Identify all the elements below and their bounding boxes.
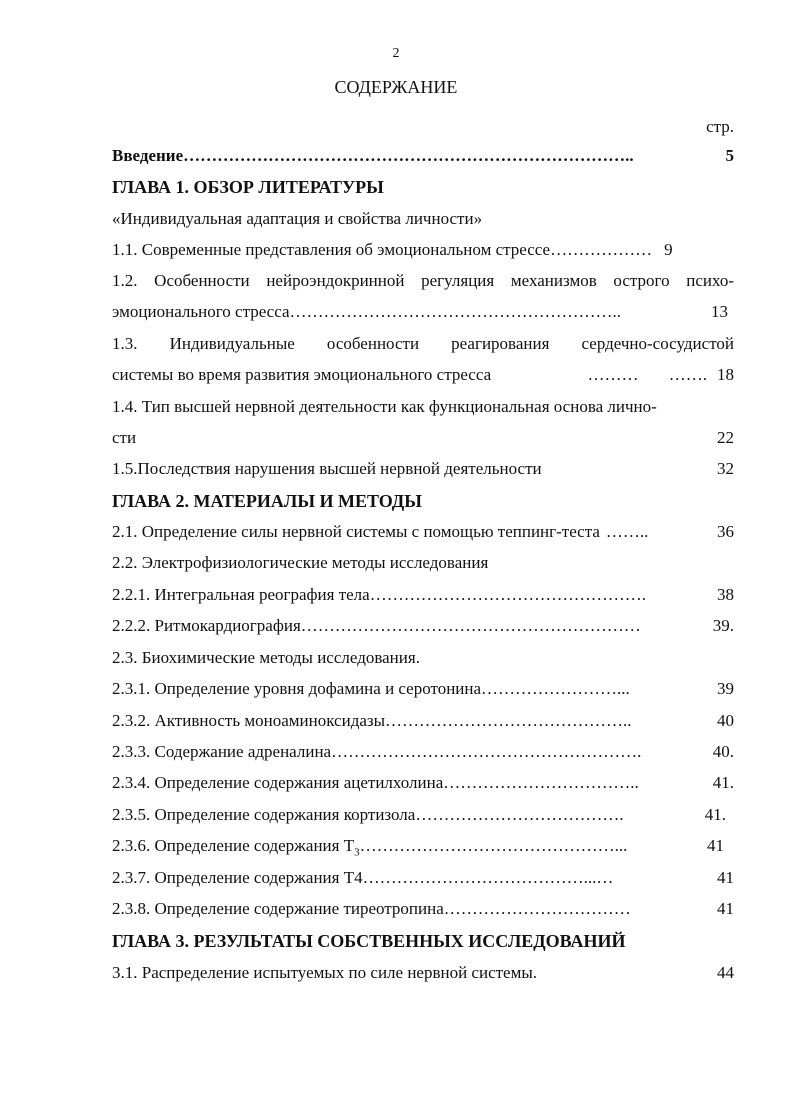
toc-entry-1-4-line1[interactable]: 1.4. Тип высшей нервной деятельности как функциональная основа лично- [112, 397, 657, 416]
toc-entry-1-1[interactable] [112, 240, 734, 260]
page-ref: 36 [717, 522, 734, 541]
page-ref: 41. [704, 805, 726, 824]
page-ref: 22 [717, 428, 734, 447]
toc-entry-1-3[interactable] [112, 365, 734, 385]
toc-entry-1-2[interactable] [112, 302, 734, 322]
leader-dots: ………………………………………... [359, 836, 628, 855]
subscript: 3 [354, 846, 360, 859]
leader-dots: …….. [605, 522, 649, 541]
page-title: СОДЕРЖАНИЕ [334, 77, 458, 97]
entry-text: 2.3.6. Определение содержания $Т_3$ [112, 836, 360, 859]
toc-entry-2-1[interactable] [112, 522, 734, 542]
leader-dots: ……………… [550, 240, 653, 259]
toc-entry-2-3-2[interactable] [112, 711, 734, 731]
toc-entry-2-2-2[interactable] [112, 616, 734, 636]
leader-dots: ………………………………………………….. [289, 302, 622, 321]
toc-entry-3-1[interactable] [112, 963, 734, 983]
chapter-1-subtitle: «Индивидуальная адаптация и свойства личности» [112, 209, 483, 228]
page-ref: 9 [664, 240, 673, 259]
entry-text: 2.3.4. Определение содержания ацетилхолина [112, 773, 444, 792]
leader-dots: ………………………………………………. [331, 742, 642, 761]
page-ref: 18 [717, 365, 734, 384]
toc-entry-2-3-7[interactable] [112, 868, 734, 888]
toc-entry-1-2-line1[interactable]: 1.2. Особенности нейроэндокринной регуляция механизмов острого психо- [112, 271, 734, 290]
page-ref: 13 [711, 302, 728, 321]
entry-text: 2.2.2. Ритмокардиография [112, 616, 301, 635]
leader-dots: …………………………………………………………………….. [183, 146, 634, 165]
leader-dots: …………………………………….. [385, 711, 632, 730]
toc-entry-2-3[interactable]: 2.3. Биохимические методы исследования. [112, 648, 420, 667]
page-ref: 41 [717, 868, 734, 887]
toc-entry-2-3-3[interactable] [112, 742, 734, 762]
page-ref: 40. [712, 742, 734, 761]
entry-text: эмоционального стресса [112, 302, 290, 321]
toc-entry-1-4[interactable] [112, 428, 734, 448]
page-ref: 32 [717, 459, 734, 478]
page-ref: 39. [712, 616, 734, 635]
chapter-3-heading: ГЛАВА 3. РЕЗУЛЬТАТЫ СОБСТВЕННЫХ ИССЛЕДОВАНИЙ [112, 931, 626, 951]
entry-text: сти [112, 428, 137, 447]
page-ref: 41 [717, 899, 734, 918]
leader-dots: ……… ……. [587, 365, 707, 384]
page-ref: 39 [717, 679, 734, 698]
toc-entry-2-2-1[interactable] [112, 585, 734, 605]
entry-text: 1.5.Последствия нарушения высшей нервной деятельности [112, 459, 542, 478]
page-column-label: стр. [706, 117, 734, 136]
toc-entry-2-3-4[interactable] [112, 773, 734, 793]
entry-text: 2.3.1. Определение уровня дофамина и серотонина [112, 679, 482, 698]
page-ref: 38 [717, 585, 734, 604]
leader-dots: ………………………………. [415, 805, 624, 824]
entry-text: 1.1. Современные представления об эмоциональном стрессе [112, 240, 551, 259]
entry-text: 2.2.1. Интегральная реография тела [112, 585, 370, 604]
entry-text: Введение [112, 146, 184, 165]
entry-text: 2.3.7. Определение содержания Т4 [112, 868, 363, 887]
entry-text: 2.1. Определение силы нервной системы с помощью теппинг-теста [112, 522, 600, 541]
toc-entry-intro[interactable] [112, 146, 734, 166]
leader-dots: …………………………………………. [369, 585, 646, 604]
entry-text: 2.3.8. Определение содержание тиреотропина [112, 899, 444, 918]
toc-entry-1-5[interactable] [112, 459, 734, 479]
toc-entry-2-3-1[interactable] [112, 679, 734, 699]
chapter-2-heading: ГЛАВА 2. МАТЕРИАЛЫ И МЕТОДЫ [112, 491, 422, 511]
leader-dots: …………………………….. [443, 773, 639, 792]
page-ref: 5 [725, 146, 734, 165]
page-ref: 41. [712, 773, 734, 792]
entry-text: 2.3.3. Содержание адреналина [112, 742, 332, 761]
toc-entry-2-3-6[interactable] [112, 836, 734, 862]
page-ref: 41 [707, 836, 724, 855]
leader-dots: …………………………… [443, 899, 631, 918]
entry-text: системы во время развития эмоционального стресса [112, 365, 492, 384]
chapter-1-heading: ГЛАВА 1. ОБЗОР ЛИТЕРАТУРЫ [112, 177, 384, 197]
page-ref: 44 [717, 963, 734, 982]
page-ref: 40 [717, 711, 734, 730]
toc-entry-2-2[interactable]: 2.2. Электрофизиологические методы исследования [112, 553, 489, 572]
leader-dots: ……………………... [481, 679, 630, 698]
leader-dots: …………………………………………………… [300, 616, 641, 635]
toc-entry-2-3-8[interactable] [112, 899, 734, 919]
entry-text: 2.3.5. Определение содержания кортизола [112, 805, 416, 824]
entry-text: 2.3.2. Активность моноаминоксидазы [112, 711, 386, 730]
toc-entry-2-3-5[interactable] [112, 805, 734, 825]
toc-entry-1-3-line1[interactable]: 1.3. Индивидуальные особенности реагирования сердечно-сосудистой [112, 334, 734, 353]
entry-text: 3.1. Распределение испытуемых по силе нервной системы. [112, 963, 538, 982]
leader-dots: …………………………………...… [362, 868, 614, 887]
page-number: 2 [392, 46, 400, 61]
